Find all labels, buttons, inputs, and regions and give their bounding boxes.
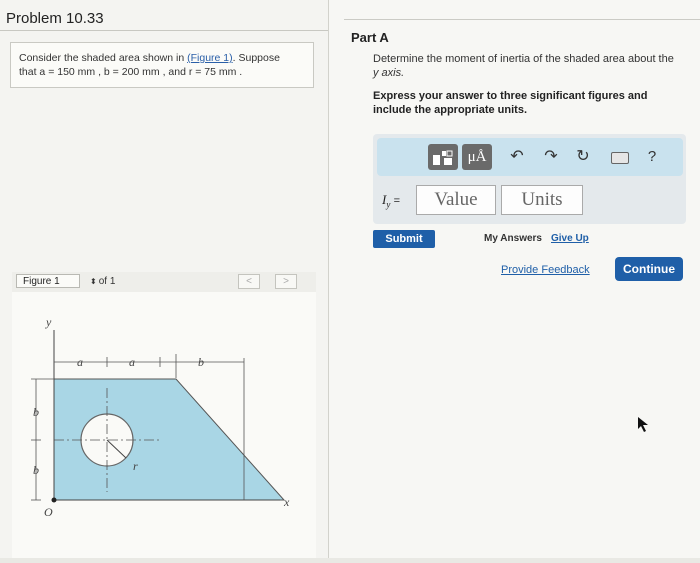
spinner-icon[interactable]: ⬍ [90,277,97,286]
origin-point [52,498,57,503]
problem-text-suppose: . Suppose [232,52,280,64]
right-panel [329,0,700,558]
question-text [373,52,691,80]
answer-area [373,134,686,224]
figure-canvas [12,292,316,558]
divider [344,19,700,20]
figure-link[interactable]: (Figure 1) [187,52,233,64]
reset-icon[interactable]: ↻ [576,148,590,165]
dimension-b-label: b [198,355,204,369]
provide-feedback-link[interactable]: Provide Feedback [501,264,590,276]
keyboard-icon[interactable] [609,144,631,170]
figure-header [12,272,316,293]
next-figure-button[interactable]: > [275,274,297,289]
submit-button[interactable]: Submit [373,230,435,248]
part-title: Part A [351,30,389,45]
figure-of-label: of 1 [98,276,116,287]
mouse-cursor-icon [636,416,650,432]
problem-text-line2: that a = 150 mm , b = 200 mm , and r = 75 mm . [19,66,243,78]
dimension-a-label: a [77,355,83,369]
answer-label [382,192,400,210]
y-axis-label: y [46,315,52,329]
templates-icon[interactable] [428,144,458,170]
radius-label: r [133,459,138,473]
origin-label: O [44,505,53,519]
dimension-a-label: a [129,355,135,369]
problem-title: Problem 10.33 [6,10,104,27]
divider [0,30,328,31]
answer-label-sub: y [386,199,391,210]
answer-label-equals: = [393,195,401,207]
problem-text-prefix: Consider the shaded area shown in [19,52,185,64]
question-line1: Determine the moment of inertia of the shaded area about the [373,53,674,65]
continue-button[interactable]: Continue [615,257,683,281]
answer-label-main: I [382,192,387,207]
x-axis-label: x [284,495,290,509]
dimension-b-label: b [33,405,39,419]
dimension-b-label: b [33,463,39,477]
instruction-text: Express your answer to three significant figures and include the appropriate units. [373,90,648,116]
figure-tab[interactable]: Figure 1 [16,274,80,288]
problem-statement [10,42,314,88]
math-toolbar [377,138,683,176]
left-panel [0,0,329,558]
shaded-area-diagram [12,292,316,558]
undo-icon[interactable]: ↶ [510,148,524,165]
prev-figure-button[interactable]: < [238,274,260,289]
redo-icon[interactable]: ↷ [544,148,558,165]
question-line2: y axis. [373,67,405,79]
my-answers-link[interactable]: My Answers [484,233,542,244]
figure-selector[interactable] [90,276,115,287]
value-input[interactable] [416,185,496,215]
give-up-link[interactable]: Give Up [551,233,589,244]
help-icon[interactable]: ? [647,148,657,165]
units-symbols-button[interactable]: μÅ [462,144,492,170]
units-input[interactable] [501,185,583,215]
